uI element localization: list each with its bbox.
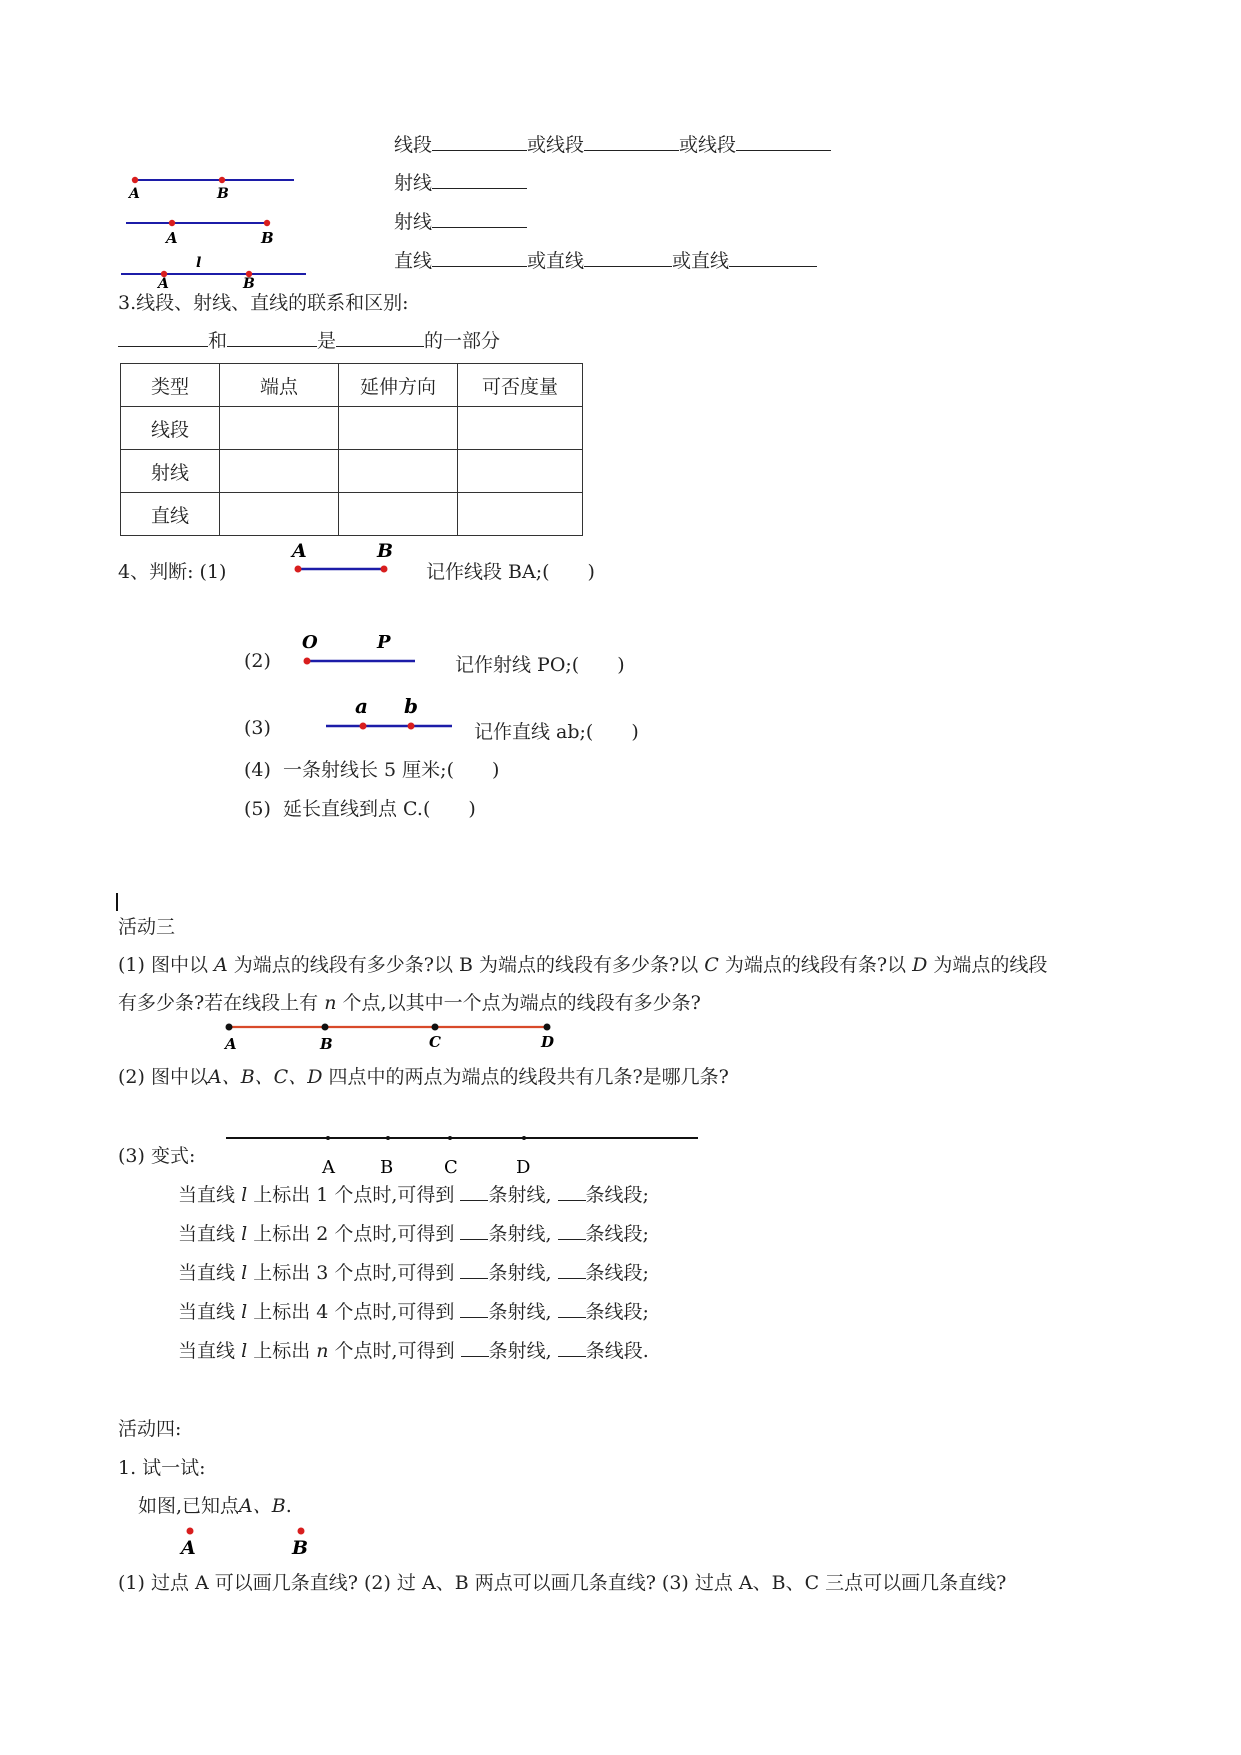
judge-3-text: 记作直线 ab;( ): [474, 721, 639, 743]
variant-line-1: 当直线 l 上标出 1 个点时,可得到 条射线, 条线段;: [178, 1184, 649, 1206]
table-cell[interactable]: [339, 407, 458, 450]
comparison-table: [120, 363, 583, 536]
fill-row-4: 直线 或直线 或直线: [394, 246, 817, 273]
activity3-segment-figure: [213, 1017, 563, 1057]
activity3-line-figure: [222, 1128, 722, 1178]
fig-label-a3: A: [158, 276, 169, 290]
svg-text:C: C: [444, 1157, 458, 1178]
activity4-points-figure: [172, 1525, 332, 1565]
judge-1-figure: [288, 540, 408, 580]
activity4-item1: 1. 试一试:: [118, 1457, 206, 1479]
svg-text:A: A: [292, 540, 307, 562]
table-cell[interactable]: [220, 450, 339, 493]
fill-row-3: 射线: [394, 207, 527, 234]
table-cell[interactable]: [458, 450, 583, 493]
variant-line-2: 当直线 l 上标出 2 个点时,可得到 条射线, 条线段;: [178, 1223, 649, 1245]
svg-text:B: B: [320, 1035, 333, 1053]
table-cell[interactable]: [458, 407, 583, 450]
table-cell[interactable]: [220, 493, 339, 536]
table-cell[interactable]: [339, 493, 458, 536]
fig-label-b1: B: [217, 186, 229, 202]
fig-label-a2: A: [166, 229, 178, 247]
svg-text:C: C: [429, 1033, 441, 1051]
svg-text:B: B: [380, 1157, 394, 1178]
table-cell[interactable]: [220, 407, 339, 450]
table-cell[interactable]: [458, 493, 583, 536]
activity3-title: 活动三: [118, 916, 176, 938]
table-row: [121, 407, 583, 450]
svg-text:D: D: [541, 1033, 555, 1051]
table-header: 延伸方向: [339, 364, 458, 407]
table-header: 可否度量: [458, 364, 583, 407]
judge-1: 4、判断: (1): [118, 561, 227, 583]
table-header-row: [121, 364, 583, 407]
fig-label-b3: B: [243, 276, 255, 290]
svg-text:B: B: [377, 540, 394, 562]
svg-text:a: a: [355, 694, 368, 718]
svg-text:A: A: [181, 1537, 196, 1559]
variant-line-4: 当直线 l 上标出 4 个点时,可得到 条射线, 条线段;: [178, 1301, 649, 1323]
table-row-label: 线段: [121, 407, 220, 450]
table-row: [121, 493, 583, 536]
judge-3-figure: [322, 694, 457, 736]
activity3-q1-line1: (1) 图中以 A 为端点的线段有多少条?以 B 为端点的线段有多少条?以 C 为端点的线段有条?以 D 为端点的线段: [118, 954, 1048, 976]
fig-label-b2: B: [261, 229, 274, 247]
section3-title: 3.线段、射线、直线的联系和区别:: [118, 292, 409, 314]
fig-label-l: l: [196, 255, 202, 271]
activity4-title: 活动四:: [118, 1418, 182, 1440]
fill-row-1: 线段 或线段 或线段: [394, 130, 831, 157]
svg-text:D: D: [516, 1157, 531, 1178]
activity4-questions: (1) 过点 A 可以画几条直线? (2) 过 A、B 两点可以画几条直线? (3) 过点 A、B、C 三点可以画几条直线?: [118, 1572, 1007, 1594]
svg-text:O: O: [302, 632, 318, 653]
table-row: [121, 450, 583, 493]
variant-line-3: 当直线 l 上标出 3 个点时,可得到 条射线, 条线段;: [178, 1262, 649, 1284]
judge-5: (5) 延长直线到点 C.( ): [244, 798, 476, 820]
table-header: 类型: [121, 364, 220, 407]
judge-1-text: 记作线段 BA;( ): [426, 561, 595, 583]
fig-label-a1: A: [129, 186, 140, 202]
judge-2-num: (2): [244, 650, 271, 672]
table-row-label: 直线: [121, 493, 220, 536]
text-cursor: [116, 893, 118, 911]
judge-3-num: (3): [244, 717, 271, 739]
table-cell[interactable]: [339, 450, 458, 493]
svg-text:A: A: [322, 1157, 335, 1178]
section3-sentence: 和 是 的一部分: [118, 326, 500, 353]
figure-top-lines: [118, 170, 318, 290]
svg-text:A: A: [225, 1035, 237, 1053]
table-row-label: 射线: [121, 450, 220, 493]
judge-2-text: 记作射线 PO;( ): [455, 654, 625, 676]
activity3-q1-line2: 有多少条?若在线段上有 n 个点,以其中一个点为端点的线段有多少条?: [118, 992, 701, 1014]
svg-text:B: B: [292, 1537, 309, 1559]
activity3-q3-prefix: (3) 变式:: [118, 1145, 196, 1167]
table-header: 端点: [220, 364, 339, 407]
activity4-intro: 如图,已知点A、B.: [138, 1495, 292, 1517]
variant-line-5: 当直线 l 上标出 n 个点时,可得到 条射线, 条线段.: [178, 1340, 649, 1362]
judge-4: (4) 一条射线长 5 厘米;( ): [244, 759, 500, 781]
judge-2-figure: [297, 630, 427, 672]
fill-row-2: 射线: [394, 168, 527, 195]
svg-text:b: b: [404, 694, 418, 718]
svg-text:P: P: [377, 632, 391, 653]
activity3-q2: (2) 图中以A、B、C、D 四点中的两点为端点的线段共有几条?是哪几条?: [118, 1066, 729, 1088]
